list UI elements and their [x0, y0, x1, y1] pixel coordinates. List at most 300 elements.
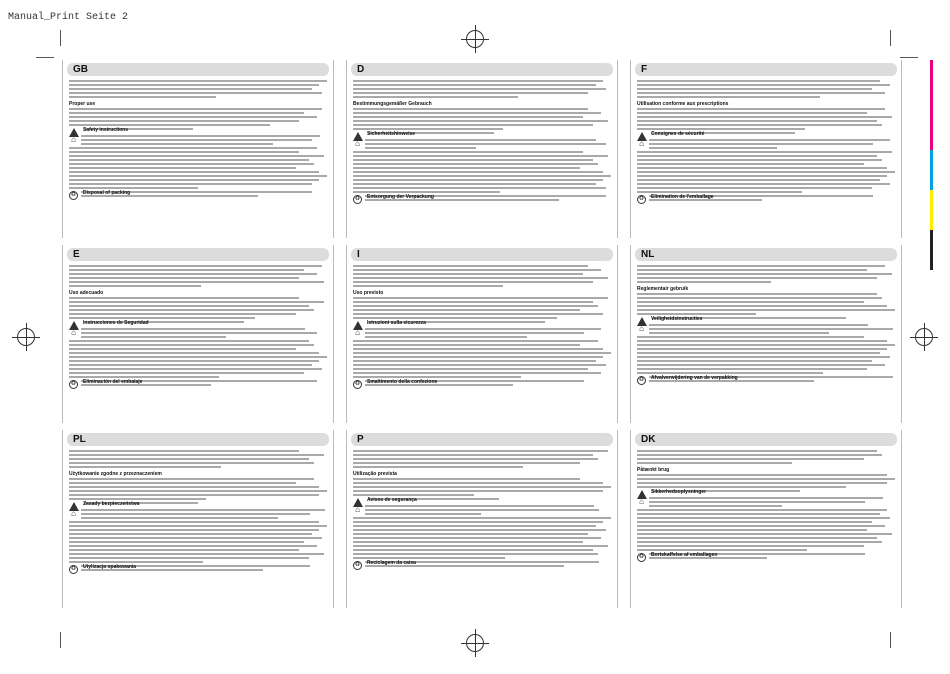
- text-line: [353, 151, 583, 153]
- text-line: [69, 112, 304, 114]
- recycle-icon: ♻: [70, 566, 77, 572]
- text-line: [69, 167, 296, 169]
- text-block: [353, 151, 611, 193]
- language-panel-gb: [62, 60, 334, 238]
- text-line: [69, 466, 221, 468]
- text-line: [69, 159, 309, 161]
- language-panel-nl: [630, 245, 902, 423]
- house-icon: ⌂: [639, 324, 644, 333]
- text-line: [81, 332, 317, 334]
- text-line: [637, 92, 885, 94]
- text-block: [69, 147, 327, 189]
- registration-mark: [466, 30, 484, 48]
- text-line: [637, 80, 880, 82]
- text-line: [637, 541, 882, 543]
- recycle-icon: ♻: [638, 377, 645, 383]
- text-line: [637, 96, 820, 98]
- text-line: [81, 509, 325, 511]
- text-line: [353, 277, 608, 279]
- text-line: [69, 88, 312, 90]
- text-line: [353, 171, 603, 173]
- section-title: Elimination de l'emballage: [651, 194, 714, 200]
- text-line: [353, 352, 611, 354]
- text-line: [69, 179, 319, 181]
- text-line: [637, 273, 892, 275]
- text-block: [649, 497, 895, 509]
- text-line: [69, 549, 299, 551]
- text-line: [649, 147, 777, 149]
- text-line: [69, 273, 317, 275]
- color-bar-magenta: [930, 60, 933, 150]
- text-line: [637, 450, 877, 452]
- text-line: [637, 313, 756, 315]
- text-line: [81, 517, 278, 519]
- text-line: [353, 360, 596, 362]
- text-line: [353, 183, 596, 185]
- crop-mark: [60, 632, 61, 648]
- text-line: [69, 454, 324, 456]
- text-line: [637, 462, 792, 464]
- section-title: Reciclagem da caixa: [367, 560, 416, 566]
- text-line: [365, 509, 599, 511]
- language-panel-e: [62, 245, 334, 423]
- text-line: [637, 474, 887, 476]
- text-line: [69, 356, 327, 358]
- language-tab: P: [351, 433, 613, 446]
- text-line: [353, 364, 606, 366]
- text-line: [353, 187, 606, 189]
- text-block: [353, 450, 611, 468]
- text-line: [353, 273, 583, 275]
- text-block: [69, 450, 327, 468]
- text-line: [81, 328, 305, 330]
- text-block: [637, 336, 895, 374]
- text-line: [353, 344, 580, 346]
- house-icon: ⌂: [355, 139, 360, 148]
- text-line: [353, 490, 603, 492]
- text-block: [637, 151, 895, 193]
- text-line: [637, 293, 877, 295]
- text-line: [649, 324, 868, 326]
- text-line: [365, 336, 527, 338]
- recycle-icon: ♻: [354, 562, 361, 568]
- text-line: [353, 265, 588, 267]
- text-line: [353, 458, 598, 460]
- language-panel-i: [346, 245, 618, 423]
- house-icon: ⌂: [71, 509, 76, 518]
- icon-row: [637, 324, 895, 336]
- text-line: [637, 340, 887, 342]
- text-line: [69, 529, 319, 531]
- text-line: [353, 281, 593, 283]
- language-panel-p: [346, 430, 618, 608]
- text-line: [353, 175, 611, 177]
- text-line: [353, 541, 583, 543]
- text-line: [649, 332, 829, 334]
- text-line: [637, 88, 872, 90]
- recycle-icon: ♻: [638, 196, 645, 202]
- text-line: [69, 297, 299, 299]
- text-line: [353, 96, 518, 98]
- text-line: [637, 525, 885, 527]
- text-line: [353, 376, 521, 378]
- text-line: [353, 450, 608, 452]
- section-title: Smaltimento della confezione: [367, 379, 438, 385]
- text-line: [353, 112, 601, 114]
- section-title: Disposal of packing: [83, 190, 131, 196]
- text-line: [353, 88, 606, 90]
- text-line: [637, 533, 892, 535]
- text-line: [353, 482, 603, 484]
- text-line: [69, 364, 312, 366]
- section-title: Uso adecuado: [69, 290, 104, 296]
- text-line: [353, 537, 601, 539]
- text-block: [637, 474, 895, 488]
- text-line: [353, 128, 503, 130]
- text-line: [637, 305, 887, 307]
- section-title: Påtænkt brug: [637, 467, 670, 473]
- text-block: [353, 265, 611, 287]
- text-line: [69, 281, 324, 283]
- text-line: [637, 163, 864, 165]
- text-line: [353, 84, 596, 86]
- text-line: [81, 143, 273, 145]
- text-block: [637, 450, 895, 464]
- text-block: [649, 324, 895, 336]
- section-title: Eliminación del embalaje: [83, 379, 143, 385]
- text-line: [353, 159, 593, 161]
- text-line: [69, 494, 319, 496]
- text-line: [69, 498, 206, 500]
- text-line: [69, 151, 299, 153]
- text-line: [69, 458, 309, 460]
- text-line: [69, 352, 319, 354]
- text-block: [353, 297, 611, 319]
- text-line: [637, 269, 867, 271]
- text-line: [69, 368, 322, 370]
- text-line: [353, 163, 598, 165]
- text-line: [353, 305, 598, 307]
- text-block: [649, 139, 895, 151]
- section-title: Consignes de sécurité: [651, 131, 705, 137]
- text-block: [353, 517, 611, 559]
- section-title: Zasady bezpieczeństwa: [83, 501, 140, 507]
- registration-mark: [915, 328, 933, 346]
- text-line: [353, 466, 523, 468]
- section-title: Utilização prevista: [353, 471, 397, 477]
- text-line: [365, 147, 476, 149]
- text-line: [353, 155, 608, 157]
- text-line: [353, 557, 505, 559]
- section-title: Sicherheitshinweise: [367, 131, 416, 137]
- text-block: [353, 478, 611, 496]
- text-line: [353, 462, 580, 464]
- text-block: [81, 135, 327, 147]
- text-line: [69, 537, 322, 539]
- text-line: [69, 344, 314, 346]
- text-line: [637, 124, 882, 126]
- text-line: [637, 309, 895, 311]
- house-icon: ⌂: [639, 497, 644, 506]
- text-block: [637, 509, 895, 551]
- text-block: [69, 265, 327, 287]
- text-line: [353, 549, 593, 551]
- text-line: [69, 277, 299, 279]
- text-line: [637, 344, 895, 346]
- text-line: [69, 486, 319, 488]
- recycle-icon: ♻: [70, 381, 77, 387]
- text-line: [353, 553, 598, 555]
- text-line: [353, 191, 500, 193]
- text-block: [353, 340, 611, 378]
- crop-mark: [60, 30, 61, 46]
- text-line: [637, 517, 890, 519]
- color-bar-cyan: [930, 150, 933, 190]
- text-line: [637, 116, 892, 118]
- text-line: [353, 269, 601, 271]
- crop-mark: [36, 57, 54, 58]
- text-line: [637, 183, 890, 185]
- text-line: [353, 309, 580, 311]
- text-line: [353, 454, 593, 456]
- section-title: Bortskaffelse af emballagen: [651, 552, 718, 558]
- house-icon: ⌂: [639, 139, 644, 148]
- text-line: [353, 348, 603, 350]
- language-tab: GB: [67, 63, 329, 76]
- text-line: [365, 513, 481, 515]
- text-line: [637, 112, 867, 114]
- color-bar-black: [930, 230, 933, 270]
- language-tab: D: [351, 63, 613, 76]
- text-line: [637, 364, 885, 366]
- text-line: [81, 513, 310, 515]
- text-line: [69, 84, 319, 86]
- icon-row: [69, 509, 327, 521]
- section-title: Proper use: [69, 101, 96, 107]
- section-title: Użytkowanie zgodne z przeznaczeniem: [69, 471, 162, 477]
- text-line: [69, 163, 314, 165]
- text-line: [637, 545, 864, 547]
- text-line: [637, 155, 877, 157]
- text-line: [637, 151, 892, 153]
- text-line: [69, 116, 317, 118]
- house-icon: ⌂: [355, 328, 360, 337]
- language-panel-dk: [630, 430, 902, 608]
- language-panel-pl: [62, 430, 334, 608]
- text-block: [353, 80, 611, 98]
- text-line: [69, 108, 322, 110]
- text-line: [69, 301, 324, 303]
- text-line: [81, 135, 320, 137]
- text-line: [353, 486, 611, 488]
- text-line: [69, 525, 327, 527]
- section-title: Instrucciones de Seguridad: [83, 320, 149, 326]
- text-line: [69, 376, 219, 378]
- text-line: [637, 175, 887, 177]
- text-line: [353, 529, 606, 531]
- text-line: [365, 139, 596, 141]
- text-line: [637, 529, 867, 531]
- text-line: [365, 332, 584, 334]
- language-tab: DK: [635, 433, 897, 446]
- house-icon: ⌂: [71, 135, 76, 144]
- text-line: [353, 478, 580, 480]
- text-block: [365, 505, 611, 517]
- text-line: [353, 340, 598, 342]
- text-line: [637, 301, 864, 303]
- text-line: [353, 545, 608, 547]
- text-line: [637, 509, 887, 511]
- text-line: [69, 285, 201, 287]
- registration-mark: [466, 634, 484, 652]
- text-block: [353, 108, 611, 130]
- section-title: Utylizacja opakowania: [83, 564, 137, 570]
- icon-row: [353, 139, 611, 151]
- text-line: [637, 549, 807, 551]
- text-line: [637, 458, 864, 460]
- text-line: [353, 167, 580, 169]
- text-line: [353, 301, 593, 303]
- section-title: Veiligheidsinstructies: [651, 316, 703, 322]
- icon-row: [353, 505, 611, 517]
- text-line: [365, 505, 594, 507]
- text-line: [637, 521, 872, 523]
- text-line: [649, 497, 883, 499]
- text-line: [69, 561, 203, 563]
- text-line: [69, 541, 304, 543]
- text-line: [365, 143, 606, 145]
- page-header: Manual_Print Seite 2: [8, 12, 129, 23]
- text-line: [637, 482, 887, 484]
- text-line: [69, 348, 296, 350]
- text-line: [637, 336, 864, 338]
- text-line: [637, 84, 890, 86]
- text-line: [69, 147, 317, 149]
- text-block: [69, 108, 327, 126]
- recycle-icon: ♻: [638, 554, 645, 560]
- language-tab: F: [635, 63, 897, 76]
- text-line: [353, 521, 603, 523]
- section-title: Bestimmungsgemäßer Gebrauch: [353, 101, 432, 107]
- text-line: [637, 372, 823, 374]
- text-line: [353, 297, 608, 299]
- text-line: [353, 525, 596, 527]
- text-line: [69, 462, 314, 464]
- text-line: [353, 116, 583, 118]
- text-line: [637, 486, 846, 488]
- text-line: [69, 155, 324, 157]
- language-panel-f: [630, 60, 902, 238]
- text-block: [69, 297, 327, 319]
- icon-row: [353, 328, 611, 340]
- text-line: [69, 478, 314, 480]
- text-block: [81, 328, 327, 340]
- text-block: [69, 340, 327, 378]
- text-line: [649, 505, 782, 507]
- text-line: [649, 501, 865, 503]
- text-line: [69, 171, 319, 173]
- text-block: [637, 80, 895, 98]
- text-line: [637, 537, 877, 539]
- text-block: [69, 478, 327, 500]
- text-line: [637, 171, 895, 173]
- text-line: [353, 179, 603, 181]
- section-title: Istruzioni sulla sicurezza: [367, 320, 426, 326]
- text-line: [353, 372, 601, 374]
- section-title: Entsorgung der Verpackung: [367, 194, 434, 200]
- section-title: Sikkerhedsoplysninger: [651, 489, 707, 495]
- text-line: [69, 545, 317, 547]
- text-line: [353, 120, 608, 122]
- text-line: [637, 297, 882, 299]
- text-line: [637, 513, 880, 515]
- language-panel-d: [346, 60, 618, 238]
- text-line: [69, 187, 198, 189]
- text-line: [69, 120, 299, 122]
- crop-mark: [890, 30, 891, 46]
- section-title: Afvalverwijdering van de verpakking: [651, 375, 738, 381]
- text-line: [649, 328, 893, 330]
- icon-row: [637, 139, 895, 151]
- section-title: Safety instructions: [83, 127, 129, 133]
- text-line: [69, 533, 312, 535]
- text-line: [69, 92, 322, 94]
- text-line: [637, 265, 885, 267]
- recycle-icon: ♻: [70, 192, 77, 198]
- language-tab: NL: [635, 248, 897, 261]
- text-line: [353, 317, 557, 319]
- text-line: [637, 108, 885, 110]
- text-line: [69, 553, 324, 555]
- text-line: [353, 124, 593, 126]
- text-line: [353, 92, 588, 94]
- text-line: [637, 277, 877, 279]
- text-block: [637, 265, 895, 283]
- text-block: [365, 328, 611, 340]
- text-line: [69, 175, 327, 177]
- text-line: [69, 372, 304, 374]
- section-title: Reglementair gebruik: [637, 286, 689, 292]
- text-line: [637, 360, 872, 362]
- language-tab: E: [67, 248, 329, 261]
- text-line: [637, 478, 895, 480]
- text-line: [353, 494, 474, 496]
- text-line: [637, 368, 867, 370]
- house-icon: ⌂: [355, 505, 360, 514]
- text-line: [637, 348, 887, 350]
- text-line: [353, 533, 588, 535]
- text-line: [69, 521, 319, 523]
- text-line: [69, 183, 312, 185]
- icon-row: [637, 497, 895, 509]
- text-line: [69, 265, 322, 267]
- text-line: [637, 179, 880, 181]
- text-line: [69, 340, 309, 342]
- text-line: [637, 159, 882, 161]
- text-line: [637, 352, 880, 354]
- crop-mark: [900, 57, 918, 58]
- text-line: [81, 139, 312, 141]
- text-line: [637, 187, 872, 189]
- section-title: Utilisation conforme aux prescriptions: [637, 101, 729, 107]
- text-line: [649, 143, 873, 145]
- section-title: Uso previsto: [353, 290, 384, 296]
- section-title: Avisos de segurança: [367, 497, 417, 503]
- text-line: [69, 96, 216, 98]
- text-line: [637, 191, 802, 193]
- text-line: [353, 368, 588, 370]
- text-line: [637, 281, 771, 283]
